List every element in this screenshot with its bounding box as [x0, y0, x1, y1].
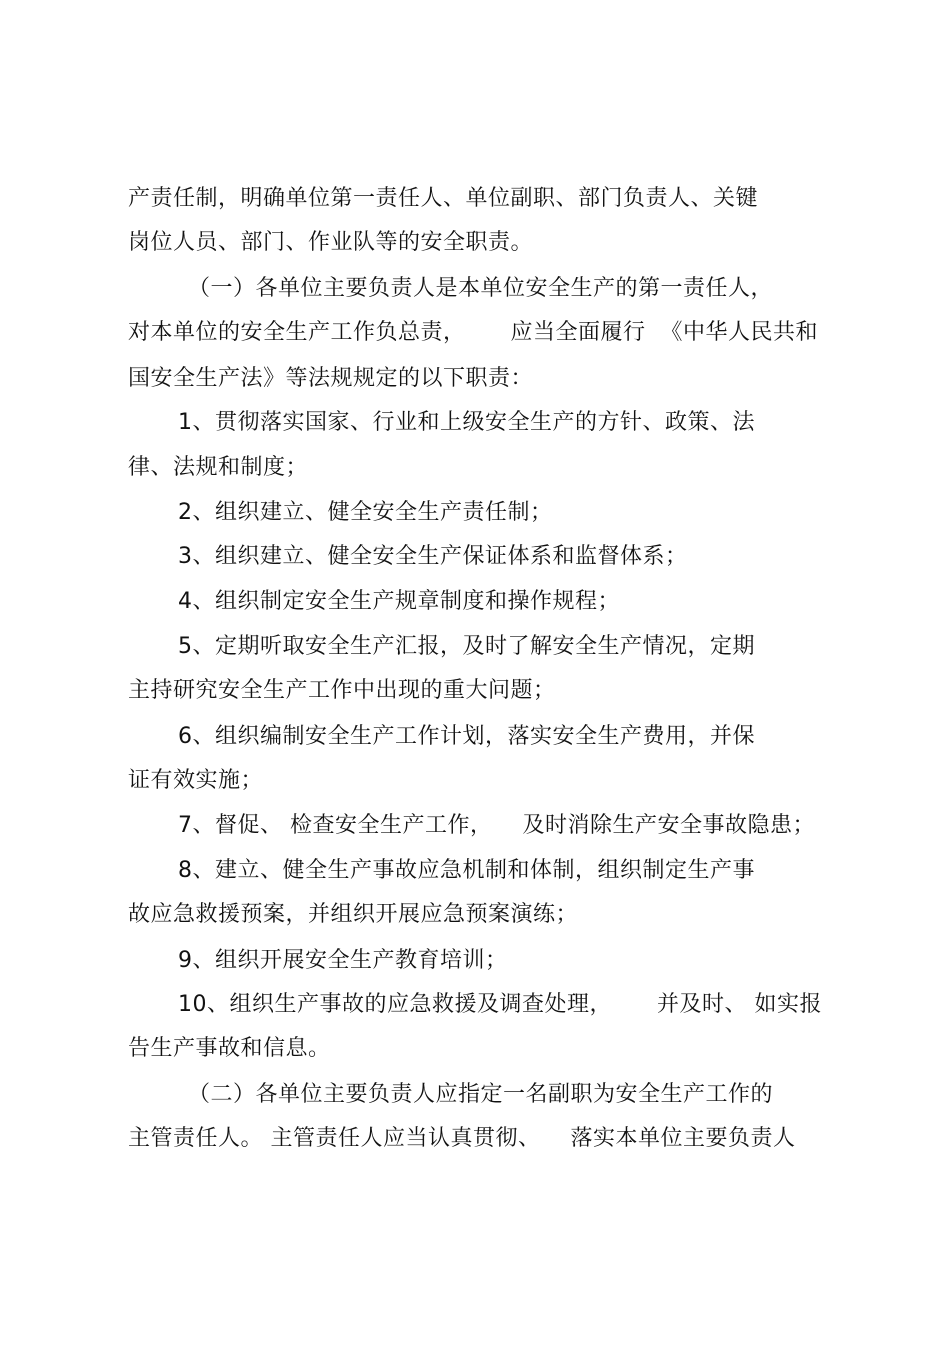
text-line: 故应急救援预案，并组织开展应急预案演练；	[128, 902, 579, 927]
text-line: 证有效实施；	[128, 768, 264, 793]
list-item-text: 8、建立、健全生产事故应急机制和体制，组织制定生产事	[178, 858, 755, 883]
text-line: 对本单位的安全生产工作负总责， 应当全面履行 《中华人民共和	[128, 320, 818, 345]
text-line: 主管责任人。 主管责任人应当认真贯彻、 落实本单位主要负责人	[128, 1126, 796, 1151]
text-line: 律、法规和制度；	[128, 455, 309, 480]
text-line: 产责任制，明确单位第一责任人、单位副职、部门负责人、关键	[128, 186, 759, 211]
list-item-text: 4、组织制定安全生产规章制度和操作规程；	[178, 589, 620, 614]
list-item-text: 9、组织开展安全生产教育培训；	[178, 948, 508, 973]
text-line: 告生产事故和信息。	[128, 1036, 331, 1061]
list-item-text: 1、贯彻落实国家、行业和上级安全生产的方针、政策、法	[178, 410, 755, 435]
text-line: 岗位人员、部门、作业队等的安全职责。	[128, 230, 534, 255]
list-item-text: 3、组织建立、健全安全生产保证体系和监督体系；	[178, 544, 688, 569]
text-line: （一）各单位主要负责人是本单位安全生产的第一责任人，	[188, 276, 774, 301]
list-item-text: 7、督促、 检查安全生产工作， 及时消除生产安全事故隐患；	[178, 813, 815, 838]
list-item-text: 6、组织编制安全生产工作计划，落实安全生产费用，并保	[178, 724, 755, 749]
text-line: （二）各单位主要负责人应指定一名副职为安全生产工作的	[188, 1082, 774, 1107]
list-item-text: 5、定期听取安全生产汇报，及时了解安全生产情况，定期	[178, 634, 755, 659]
text-line: 主持研究安全生产工作中出现的重大问题；	[128, 678, 556, 703]
list-item-text: 2、组织建立、健全安全生产责任制；	[178, 500, 553, 525]
list-item-text: 10、组织生产事故的应急救援及调查处理， 并及时、 如实报	[178, 992, 822, 1017]
text-line: 国安全生产法》等法规规定的以下职责：	[128, 366, 534, 391]
